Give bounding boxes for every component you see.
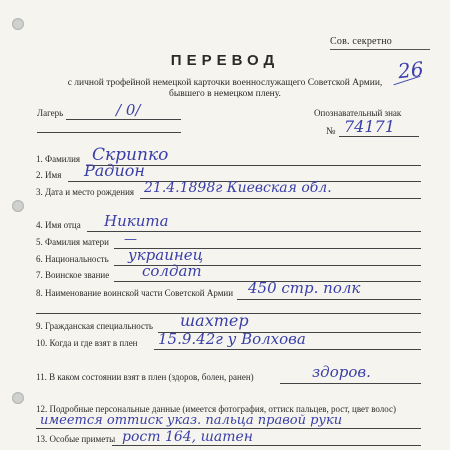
field-value: Скрипко [92,145,169,165]
field-value: Радион [84,161,145,180]
classification-underline [330,49,430,50]
field-value: шахтер [180,311,249,330]
field-value: здоров. [312,363,371,381]
field-underline [140,198,421,199]
field-label: 7. Воинское звание [36,270,110,280]
field-value: имеется оттиск указ. пальца правой руки [40,413,343,428]
field-value: 450 стр. полк [248,279,361,297]
field-value: Никита [104,212,169,230]
punch-hole [12,392,24,404]
field-label: 9. Гражданская специальность [36,321,154,331]
field-value: 21.4.1898г Киевская обл. [144,180,332,196]
id-tag-label: Опознавательный знак [314,108,402,118]
camp-value: / 0/ [116,101,141,119]
field-label: 12. Подробные персональные данные (имеется фотография, оттиск пальцев, рост, цвет волос) [36,404,396,414]
field-label: 13. Особые приметы [36,434,116,444]
field-underline [154,349,421,350]
field-underline [112,445,421,446]
field-label: 1. Фамилия [36,154,81,164]
camp-extra-underline [37,132,181,133]
field-value: украинец [128,246,204,264]
camp-underline [66,119,181,120]
classification-label: Сов. секретно [330,36,393,47]
field-underline [280,383,421,384]
id-tag-value: 74171 [344,117,395,136]
subtitle-line: бывшего в немецком плену. [169,89,281,99]
field-value: рост 164, шатен [122,429,253,445]
camp-label: Лагерь [37,108,64,118]
field-label: 5. Фамилия матери [36,237,109,247]
document-title: ПЕРЕВОД [170,52,280,69]
handwritten-mark: 26 [396,56,425,84]
field-label: 8. Наименование воинской части Советской Армии [36,288,234,298]
field-label: 11. В каком состоянии взят в плен (здоров, болен, ранен) [36,372,254,382]
subtitle-line: с личной трофейной немецкой карточки военнослужащего Советской Армии, [67,78,383,88]
punch-hole [12,200,24,212]
field-label: 3. Дата и место рождения [36,187,135,197]
document-subtitle [40,78,410,100]
field-value: солдат [142,262,202,280]
field-label: 10. Когда и где взят в плен [36,338,138,348]
field-underline [237,299,421,300]
id-tag-number-sign: № [326,126,336,137]
field-label: 6. Национальность [36,254,109,264]
field-label: 4. Имя отца [36,220,81,230]
field-underline [87,231,421,232]
punch-hole [12,18,24,30]
id-tag-underline [339,136,419,137]
field-value: 15.9.42г у Волхова [158,330,306,348]
field-value: — [124,232,137,247]
field-label: 2. Имя [36,170,62,180]
